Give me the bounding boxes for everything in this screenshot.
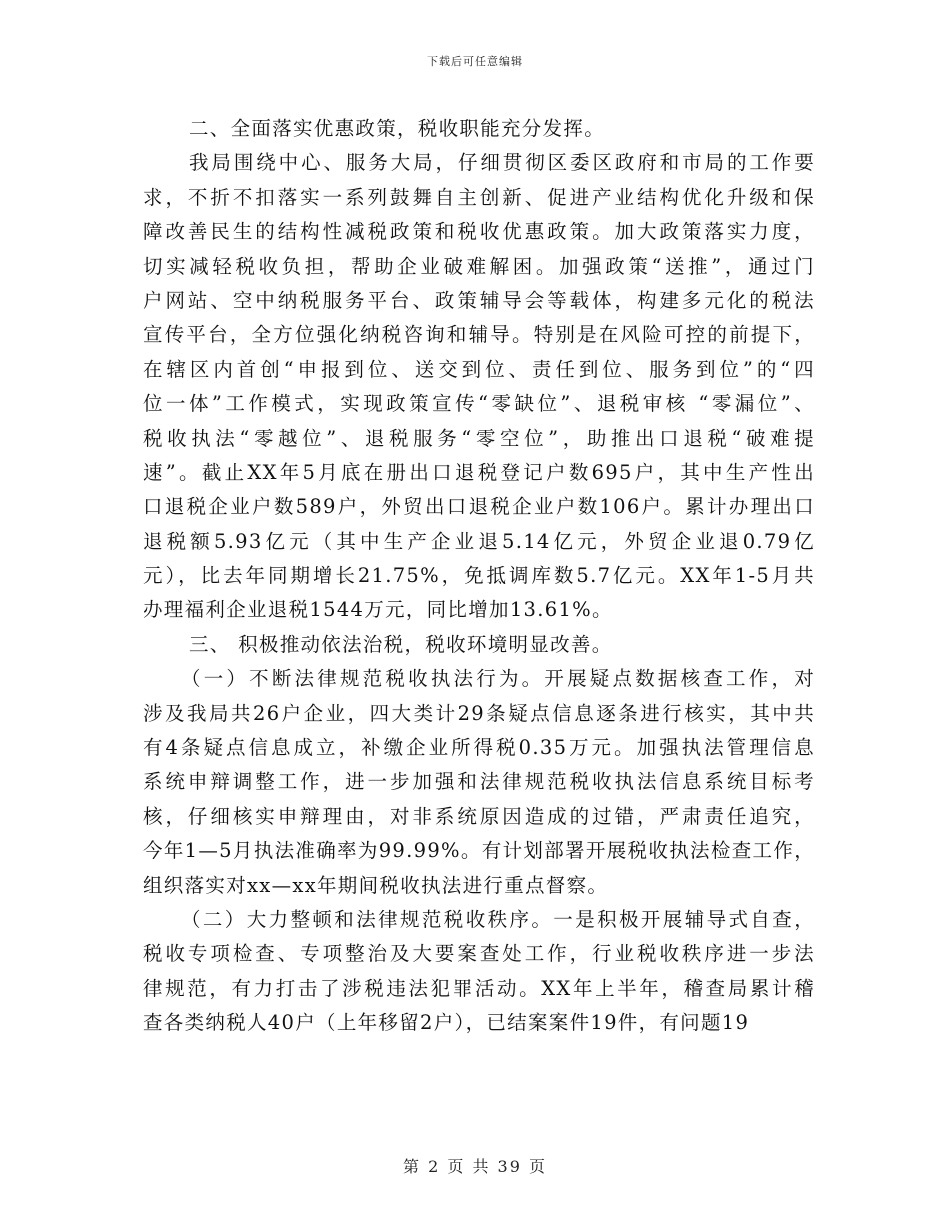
page-header: 下载后可任意编辑 [427,55,523,68]
paragraph-line: 速”。截止XX年5月底在册出口退税登记户数695户，其中生产性出 [143,460,815,484]
page-footer: 第 2 页 共 39 页 [403,1157,547,1176]
paragraph-line: 元），比去年同期增长21.75%，免抵调库数5.7亿元。XX年1-5月共 [143,564,815,588]
paragraph-line: 我局围绕中心、服务大局，仔细贯彻区委区政府和市局的工作要 [189,151,815,175]
section-heading-3: 三、 积极推动依法治税，税收环境明显改善。 [189,632,613,656]
paragraph-line: 办理福利企业退税1544万元，同比增加13.61%。 [143,598,613,622]
paragraph-line: 有4条疑点信息成立，补缴企业所得税0.35万元。加强执法管理信息 [143,736,815,760]
paragraph-line: 查各类纳税人40户（上年移留2户），已结案案件19件，有问题19 [143,1011,750,1035]
paragraph-line: 组织落实对xx—xx年期间税收执法进行重点督察。 [143,873,609,897]
paragraph-line: 切实减轻税收负担，帮助企业破难解困。加强政策“送推”，通过门 [143,254,815,278]
paragraph-line: 退税额5.93亿元（其中生产企业退5.14亿元，外贸企业退0.79亿 [143,529,815,553]
paragraph-line: 税收专项检查、专项整治及大要案查处工作，行业税收秩序进一步法 [143,942,815,966]
paragraph-line: 律规范，有力打击了涉税违法犯罪活动。XX年上半年，稽查局累计稽 [143,976,815,1000]
paragraph-line: 今年1—5月执法准确率为99.99%。有计划部署开展税收执法检查工作， [143,839,815,863]
paragraph-line: 税收执法“零越位”、退税服务“零空位”，助推出口退税“破难提 [143,426,815,450]
paragraph-line: 位一体”工作模式，实现政策宣传“零缺位”、退税审核 “零漏位”、 [143,392,815,416]
paragraph-line: 宣传平台，全方位强化纳税咨询和辅导。特别是在风险可控的前提下， [143,323,815,347]
paragraph-line: 在辖区内首创“申报到位、送交到位、责任到位、服务到位”的“四 [143,357,815,381]
paragraph-line: （二）大力整顿和法律规范税收秩序。一是积极开展辅导式自查， [181,907,815,931]
paragraph-line: 系统申辩调整工作，进一步加强和法律规范税收执法信息系统目标考 [143,770,815,794]
paragraph-line: 涉及我局共26户企业，四大类计29条疑点信息逐条进行核实，其中共 [143,701,815,725]
document-body [143,112,815,1041]
paragraph-line: 障改善民生的结构性减税政策和税收优惠政策。加大政策落实力度， [143,220,815,244]
paragraph-line: 求，不折不扣落实一系列鼓舞自主创新、促进产业结构优化升级和保 [143,185,815,209]
section-heading-2: 二、全面落实优惠政策，税收职能充分发挥。 [189,117,606,140]
paragraph-line: 口退税企业户数589户，外贸出口退税企业户数106户。累计办理出口 [143,495,815,519]
paragraph-line: 核，仔细核实申辩理由，对非系统原因造成的过错，严肃责任追究， [143,804,815,828]
paragraph-line: （一）不断法律规范税收执法行为。开展疑点数据核查工作，对 [181,667,815,691]
paragraph-line: 户网站、空中纳税服务平台、政策辅导会等载体，构建多元化的税法 [143,288,815,312]
